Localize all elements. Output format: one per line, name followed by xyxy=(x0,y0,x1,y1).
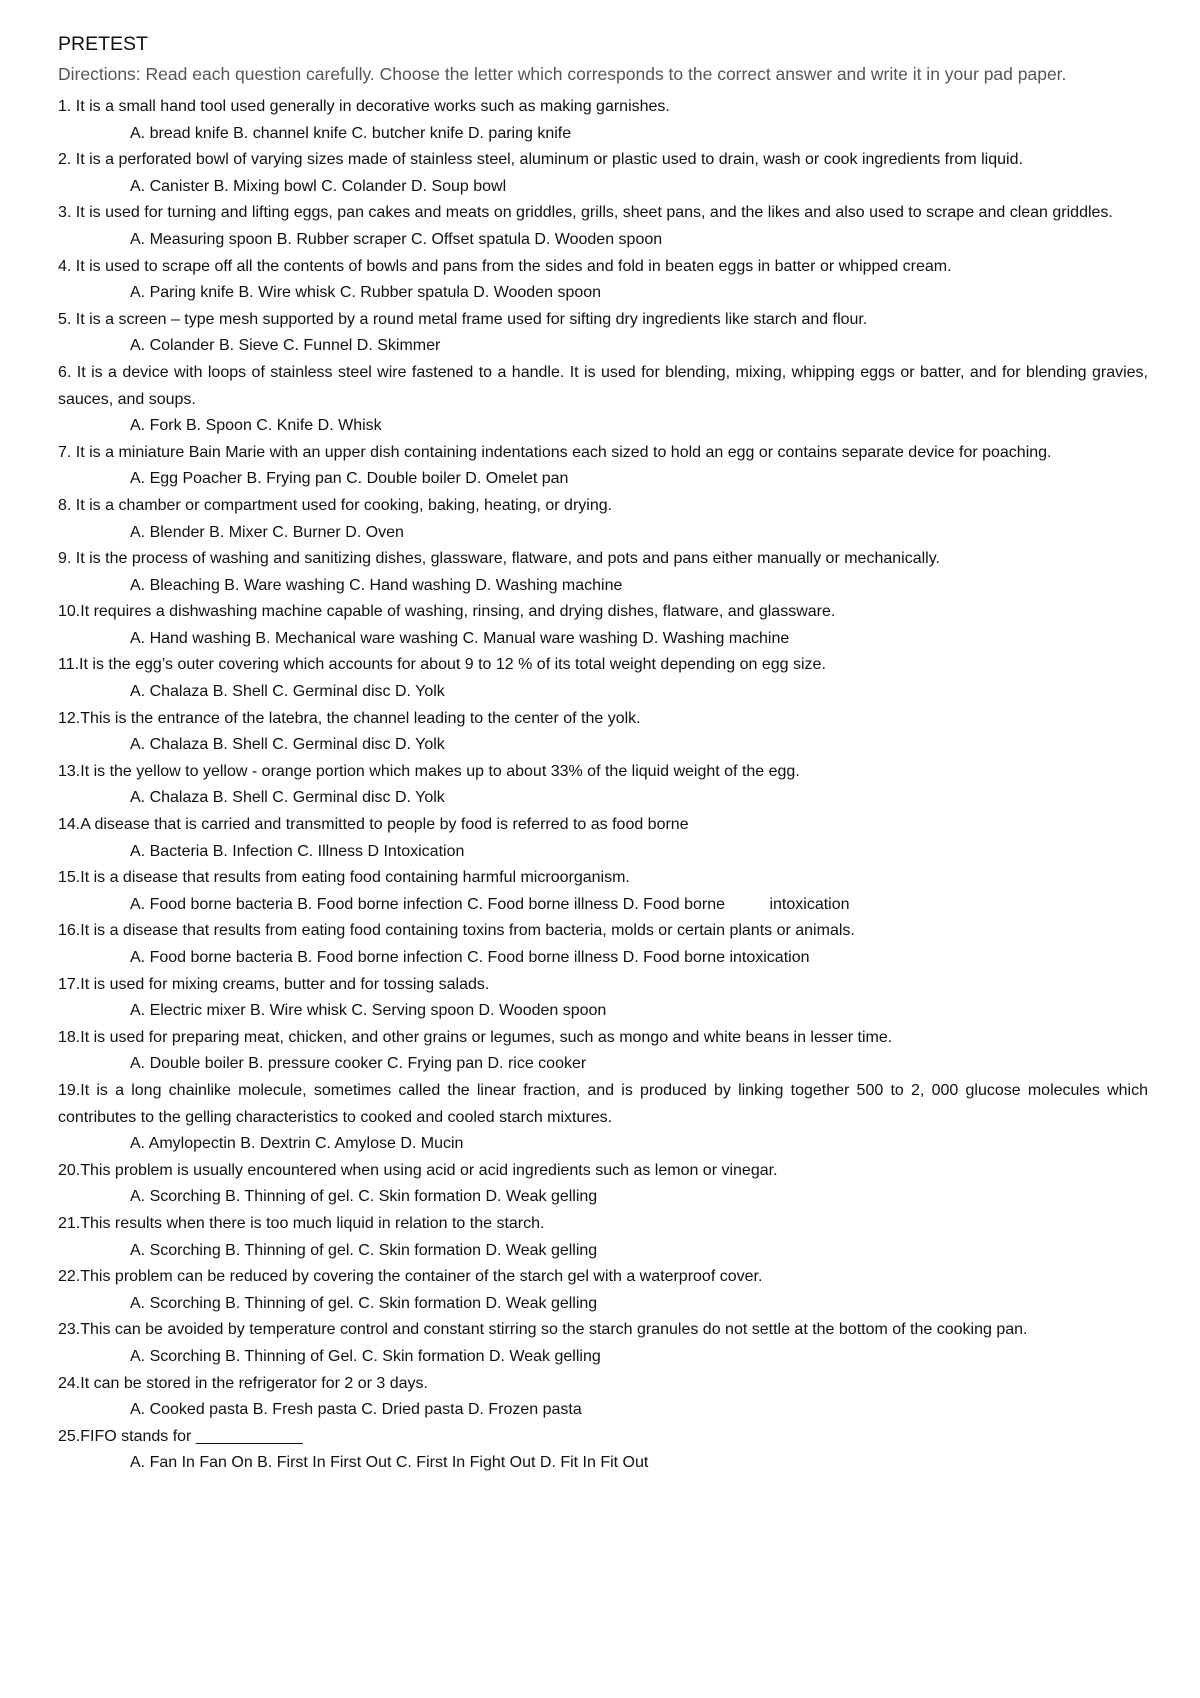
question-item xyxy=(58,1025,1148,1078)
question-text: 1. It is a small hand tool used generally in decorative works such as making garnishes. xyxy=(58,98,670,115)
answer-choices: A. Egg Poacher B. Frying pan C. Double boiler D. Omelet pan xyxy=(130,470,569,488)
answer-choices: A. Scorching B. Thinning of gel. C. Skin formation D. Weak gelling xyxy=(130,1241,598,1259)
answer-choices: A. Canister B. Mixing bowl C. Colander D. Soup bowl xyxy=(130,177,507,195)
question-text: 6. It is a device with loops of stainless steel wire fastened to a handle. It is used for blending, mixing, whipping eggs or batter, and for blending gravies, sauces, and soups. xyxy=(58,363,1148,408)
question-item xyxy=(58,1158,1148,1211)
question-text: 8. It is a chamber or compartment used for cooking, baking, heating, or drying. xyxy=(58,496,613,514)
question-text: 7. It is a miniature Bain Marie with an upper dish containing indentations each sized to hold an egg or contains separate device for poaching. xyxy=(58,443,1052,461)
answer-choices: A. Scorching B. Thinning of gel. C. Skin formation D. Weak gelling xyxy=(130,1294,598,1312)
question-text: 16.It is a disease that results from eating food containing toxins from bacteria, molds or certain plants or animals. xyxy=(58,922,855,940)
question-item xyxy=(58,918,1148,971)
question-item xyxy=(58,599,1148,652)
question-text: 23.This can be avoided by temperature control and constant stirring so the starch granules do not settle at the bottom of the cooking pan. xyxy=(58,1321,1028,1339)
answer-choices: A. Colander B. Sieve C. Funnel D. Skimmer xyxy=(130,337,441,355)
document-page xyxy=(58,30,1148,1477)
answer-choices: A. Chalaza B. Shell C. Germinal disc D. Yolk xyxy=(130,683,445,701)
answer-choices: A. Scorching B. Thinning of gel. C. Skin formation D. Weak gelling xyxy=(130,1188,598,1206)
question-item xyxy=(58,94,1148,147)
question-text: 19.It is a long chainlike molecule, sometimes called the linear fraction, and is produced by linking together 500 to 2, 000 glucose molecules which contributes to the gelling characteristics to cooked and cooled starch mixtures. xyxy=(58,1081,1148,1126)
question-item xyxy=(58,360,1148,440)
question-text: 4. It is used to scrape off all the contents of bowls and pans from the sides and fold in beaten eggs in batter or whipped cream. xyxy=(58,257,952,275)
question-item xyxy=(58,1424,1148,1477)
question-item xyxy=(58,1078,1148,1158)
question-list xyxy=(58,94,1148,1477)
question-item xyxy=(58,652,1148,705)
question-item xyxy=(58,1211,1148,1264)
question-text: 2. It is a perforated bowl of varying sizes made of stainless steel, aluminum or plastic used to drain, wash or cook ingredients from liquid. xyxy=(58,151,1023,169)
question-text: 5. It is a screen – type mesh supported by a round metal frame used for sifting dry ingredients like starch and flour. xyxy=(58,310,868,328)
question-text: 21.This results when there is too much liquid in relation to the starch. xyxy=(58,1214,545,1232)
question-text: 12.This is the entrance of the latebra, the channel leading to the center of the yolk. xyxy=(58,709,641,727)
question-text: 3. It is used for turning and lifting eggs, pan cakes and meats on griddles, grills, sheet pans, and the likes and also used to scrape and clean griddles. xyxy=(58,204,1113,222)
question-text: 14.A disease that is carried and transmitted to people by food is referred to as food borne xyxy=(58,816,689,834)
question-item xyxy=(58,865,1148,918)
page-title: PRETEST xyxy=(58,33,148,55)
answer-choices: A. Double boiler B. pressure cooker C. Frying pan D. rice cooker xyxy=(130,1055,587,1073)
question-item xyxy=(58,200,1148,253)
question-item xyxy=(58,706,1148,759)
answer-choices: A. Cooked pasta B. Fresh pasta C. Dried pasta D. Frozen pasta xyxy=(130,1401,582,1419)
question-item xyxy=(58,1264,1148,1317)
question-text: 13.It is the yellow to yellow - orange portion which makes up to about 33% of the liquid weight of the egg. xyxy=(58,762,800,780)
question-text: 15.It is a disease that results from eating food containing harmful microorganism. xyxy=(58,869,630,887)
answer-choices: A. Blender B. Mixer C. Burner D. Oven xyxy=(130,523,404,541)
answer-choices: A. Measuring spoon B. Rubber scraper C. Offset spatula D. Wooden spoon xyxy=(130,230,663,248)
answer-choices: A. Bacteria B. Infection C. Illness D Intoxication xyxy=(130,842,465,860)
question-item xyxy=(58,812,1148,865)
answer-choices: A. Food borne bacteria B. Food borne infection C. Food borne illness D. Food borne intoxication xyxy=(130,949,810,966)
answer-choices: A. Hand washing B. Mechanical ware washing C. Manual ware washing D. Washing machine xyxy=(130,629,790,647)
answer-choices: A. bread knife B. channel knife C. butcher knife D. paring knife xyxy=(130,124,572,142)
directions-text: Directions: Read each question carefully. Choose the letter which corresponds to the correct answer and write it in your pad paper. xyxy=(58,64,1067,84)
answer-choices: A. Chalaza B. Shell C. Germinal disc D. Yolk xyxy=(130,789,445,807)
question-item xyxy=(58,1317,1148,1370)
question-text: 24.It can be stored in the refrigerator for 2 or 3 days. xyxy=(58,1374,428,1392)
question-item xyxy=(58,972,1148,1025)
question-text: 18.It is used for preparing meat, chicken, and other grains or legumes, such as mongo and white beans in lesser time. xyxy=(58,1028,893,1046)
answer-choices: A. Bleaching B. Ware washing C. Hand washing D. Washing machine xyxy=(130,576,623,594)
question-item xyxy=(58,254,1148,307)
question-item xyxy=(58,493,1148,546)
question-item xyxy=(58,307,1148,360)
answer-choices: A. Scorching B. Thinning of Gel. C. Skin formation D. Weak gelling xyxy=(130,1347,601,1365)
question-item xyxy=(58,147,1148,200)
question-text: 22.This problem can be reduced by covering the container of the starch gel with a waterproof cover. xyxy=(58,1268,763,1286)
question-text: 10.It requires a dishwashing machine capable of washing, rinsing, and drying dishes, flatware, and glassware. xyxy=(58,603,836,621)
question-item xyxy=(58,546,1148,599)
question-item xyxy=(58,759,1148,812)
answer-choices: A. Amylopectin B. Dextrin C. Amylose D. Mucin xyxy=(130,1135,464,1153)
answer-choices: A. Chalaza B. Shell C. Germinal disc D. Yolk xyxy=(130,736,445,754)
answer-choices: A. Fork B. Spoon C. Knife D. Whisk xyxy=(130,417,382,435)
answer-choices: A. Paring knife B. Wire whisk C. Rubber spatula D. Wooden spoon xyxy=(130,284,602,302)
answer-choices: A. Fan In Fan On B. First In First Out C. First In Fight Out D. Fit In Fit Out xyxy=(130,1454,649,1472)
question-item xyxy=(58,440,1148,493)
question-text: 20.This problem is usually encountered when using acid or acid ingredients such as lemon or vinegar. xyxy=(58,1161,778,1179)
answer-choices: A. Electric mixer B. Wire whisk C. Serving spoon D. Wooden spoon xyxy=(130,1002,607,1020)
answer-choices: A. Food borne bacteria B. Food borne infection C. Food borne illness D. Food borne intoxication xyxy=(130,895,850,913)
question-item xyxy=(58,1371,1148,1424)
question-text: 17.It is used for mixing creams, butter and for tossing salads. xyxy=(58,975,490,993)
question-text: 11.It is the egg’s outer covering which accounts for about 9 to 12 % of its total weight depending on egg size. xyxy=(58,656,826,674)
question-text: 25.FIFO stands for ____________ xyxy=(58,1427,303,1445)
question-text: 9. It is the process of washing and sanitizing dishes, glassware, flatware, and pots and pans either manually or mechanically. xyxy=(58,550,940,568)
